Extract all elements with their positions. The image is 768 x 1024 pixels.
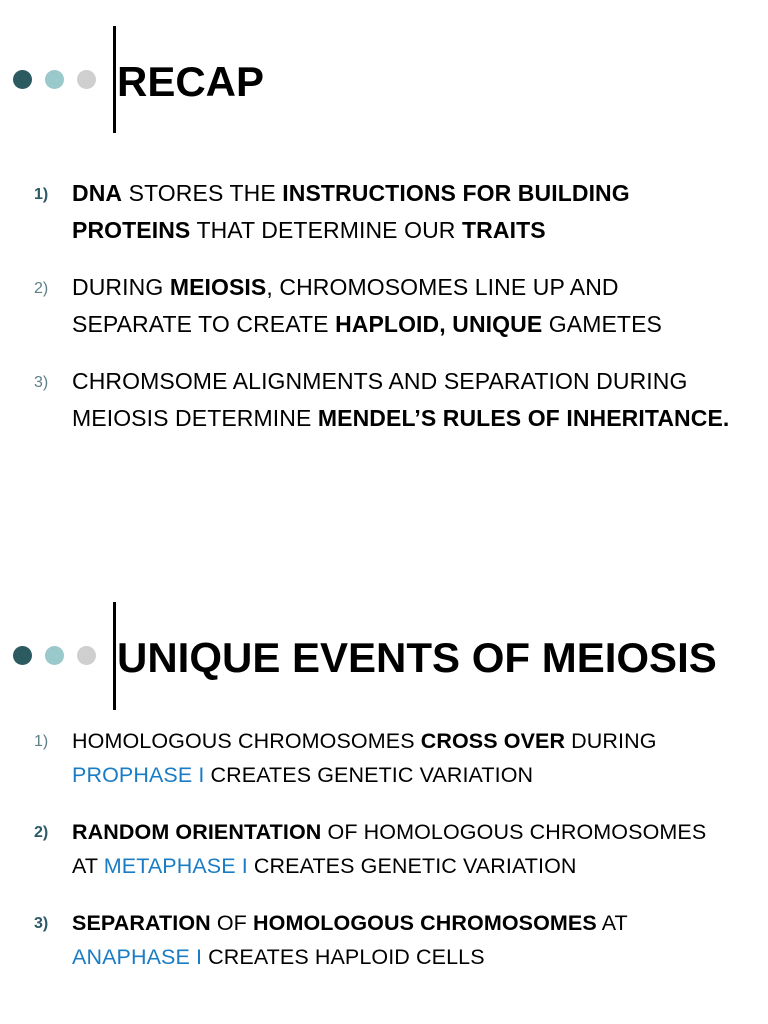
text-run: STORES THE <box>122 180 283 206</box>
text-run: THAT DETERMINE OUR <box>190 217 463 243</box>
emphasis-text: MENDEL’S RULES OF INHERITANCE. <box>317 405 730 431</box>
item-text <box>72 815 732 883</box>
text-run: OF HOMOLOGOUS CHROMOSOMES AT <box>72 820 707 878</box>
item-text <box>72 269 732 343</box>
list-item <box>0 175 732 249</box>
text-run: OF <box>210 911 253 935</box>
item-text <box>72 175 732 249</box>
text-run: GAMETES <box>542 311 662 337</box>
slide-recap <box>0 0 768 500</box>
list-item <box>0 815 732 883</box>
text-run: HOMOLOGOUS CHROMOSOMES <box>72 729 421 753</box>
emphasis-text: TRAITS <box>462 217 546 243</box>
item-text <box>72 906 732 974</box>
recap-list <box>0 175 768 437</box>
emphasis-text: DNA <box>72 180 123 206</box>
events-list <box>0 724 768 974</box>
list-item <box>0 269 732 343</box>
emphasis-text: INSTRUCTIONS FOR BUILDING PROTEINS <box>72 180 630 243</box>
title-divider <box>113 26 116 133</box>
slide-title: RECAP <box>117 58 265 105</box>
text-run: DURING <box>72 274 170 300</box>
list-item <box>0 906 732 974</box>
slide-title: UNIQUE EVENTS OF MEIOSIS <box>117 634 717 681</box>
list-item <box>0 724 732 792</box>
item-text <box>72 724 732 792</box>
item-number: 2) <box>34 280 49 297</box>
emphasis-text: HAPLOID, UNIQUE <box>335 311 543 337</box>
emphasis-text: SEPARATION <box>72 911 211 935</box>
emphasis-text: RANDOM ORIENTATION <box>72 820 322 844</box>
text-run: CREATES GENETIC VARIATION <box>247 854 577 878</box>
phase-term: ANAPHASE I <box>72 945 203 969</box>
emphasis-text: HOMOLOGOUS CHROMOSOMES <box>253 911 597 935</box>
emphasis-text: MEIOSIS <box>169 274 267 300</box>
text-run: AT <box>596 911 628 935</box>
dot-teal-icon <box>45 70 64 89</box>
item-number: 1) <box>34 733 49 750</box>
item-number: 1) <box>34 186 49 203</box>
item-number: 2) <box>34 824 49 841</box>
title-divider <box>113 602 116 710</box>
dot-teal-icon <box>45 646 64 665</box>
dot-dark-icon <box>13 646 32 665</box>
list-item <box>0 363 732 437</box>
dot-dark-icon <box>13 70 32 89</box>
emphasis-text: CROSS OVER <box>420 729 566 753</box>
text-run: , CHROMOSOMES LINE UP AND SEPARATE TO CREATE <box>72 274 619 337</box>
text-run: CREATES HAPLOID CELLS <box>202 945 485 969</box>
text-run: CREATES GENETIC VARIATION <box>204 763 534 787</box>
dot-gray-icon <box>77 646 96 665</box>
dot-gray-icon <box>77 70 96 89</box>
slide-unique-events <box>0 578 768 1024</box>
text-run: DURING <box>565 729 657 753</box>
item-text <box>72 363 732 437</box>
phase-term: PROPHASE I <box>72 763 205 787</box>
item-number: 3) <box>34 374 49 391</box>
phase-term: METAPHASE I <box>103 854 248 878</box>
item-number: 3) <box>34 915 49 932</box>
text-run: CHROMSOME ALIGNMENTS AND SEPARATION DURING MEIOSIS DETERMINE <box>72 368 688 431</box>
